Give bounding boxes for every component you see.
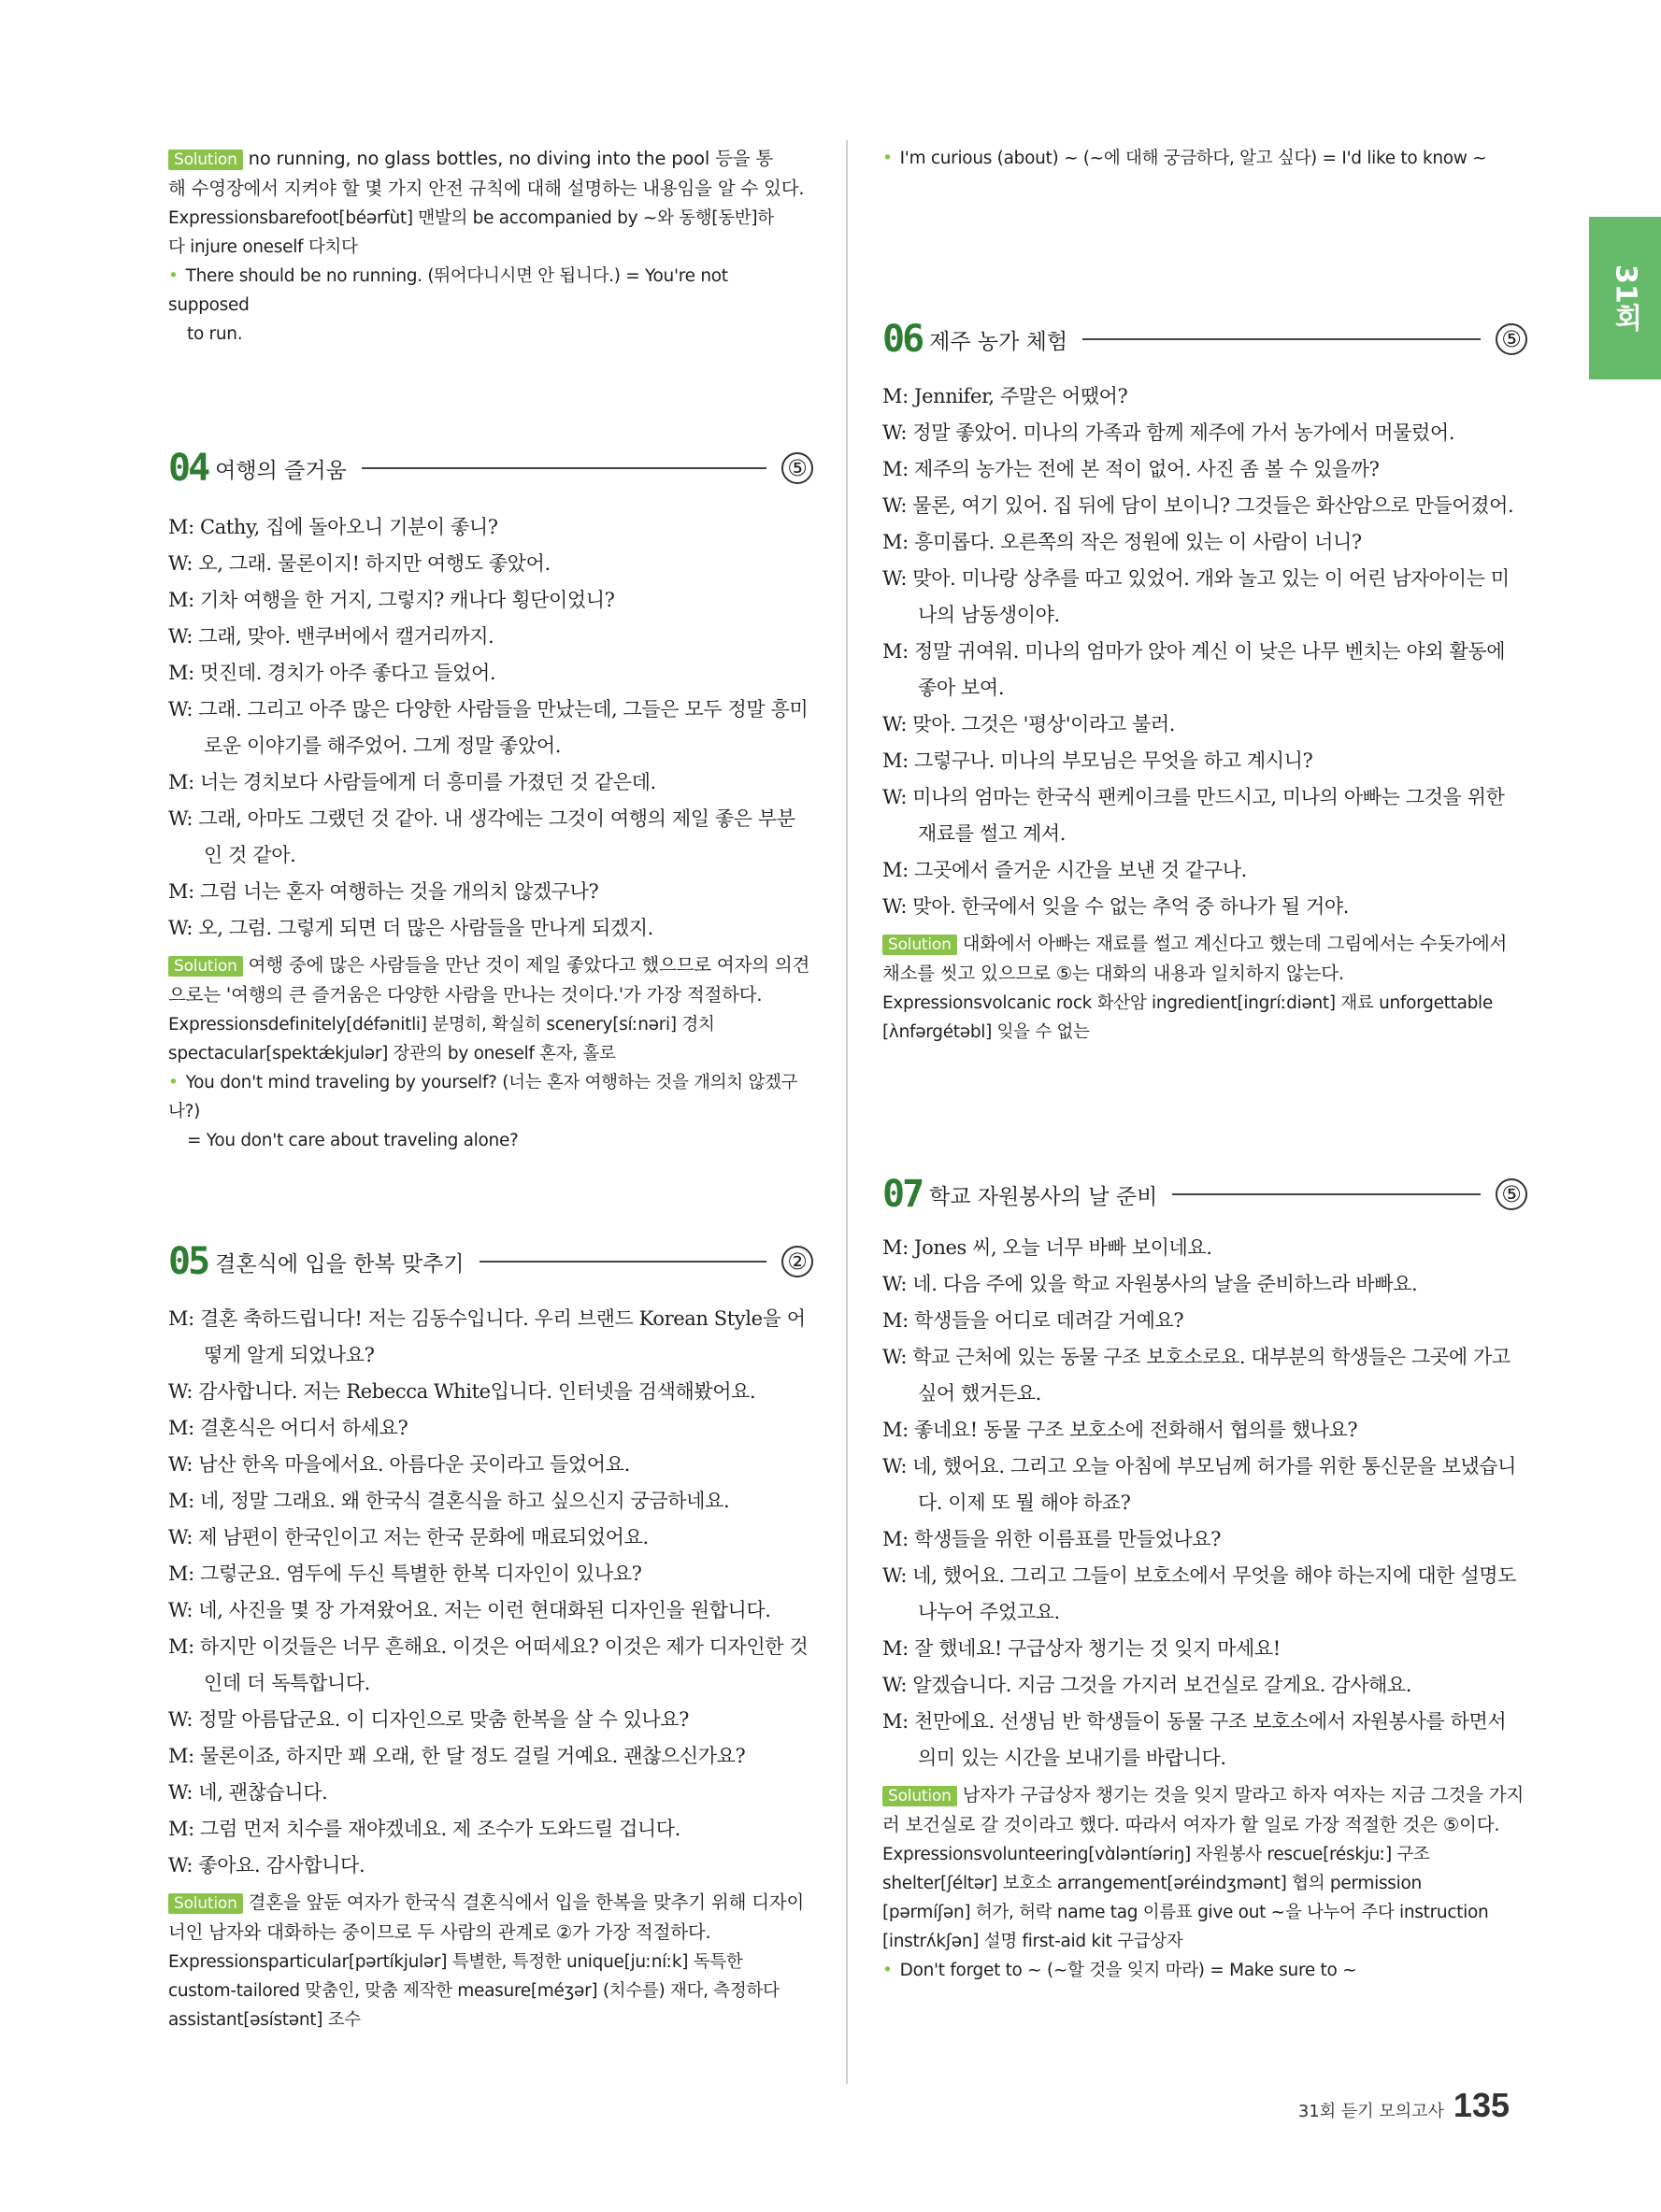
solution-line [168, 1888, 813, 1918]
dialogue-line: W: 오, 그래. 물론이지! 하지만 여행도 좋았어. [168, 552, 551, 575]
dialogue-line: M: Cathy, 집에 돌아오니 기분이 좋니? [168, 516, 498, 538]
solution-line [882, 929, 1527, 959]
dialogue-line: M: 기차 여행을 한 거지, 그렇지? 캐나다 횡단이었니? [168, 589, 615, 611]
dialogue-line: M: 그럼 너는 혼자 여행하는 것을 개의치 않겠구나? [168, 880, 599, 903]
expressions-text-cont: [pərmíʃən] 허가, 허락 name tag 이름표 give out ~을 나누어 주다 instruction [882, 1903, 1489, 1922]
expressions-text-cont: spectacular[spektǽkjulər] 장관의 by oneself 혼자, 홀로 [168, 1044, 616, 1063]
section-07 [882, 1168, 1527, 1985]
solution-text-cont: 으로는 '여행의 큰 즐거움은 다양한 사람을 만나는 것이다.'가 가장 적절하다. [168, 984, 763, 1006]
expressions-line [168, 204, 813, 233]
section-number: 06 [882, 318, 923, 361]
solution-text-cont: 해 수영장에서 지켜야 할 몇 가지 안전 규칙에 대해 설명하는 내용임을 알 수 있다. [168, 178, 805, 199]
dialogue-line: W: 그래. 그리고 아주 많은 다양한 사람들을 만났는데, 그들은 모두 정말 흥미 [168, 698, 809, 721]
solution-label: Solution [168, 956, 243, 977]
solution-label: Solution [882, 935, 957, 955]
expressions-label: Expressions [882, 1845, 982, 1864]
left-column [168, 140, 813, 2034]
section-title: 결혼식에 입을 한복 맞추기 [215, 1251, 465, 1277]
tip-bullet: • You don't mind traveling by yourself? (너는 혼자 여행하는 것을 개의치 않겠구나?) [168, 1068, 813, 1126]
header-rule [362, 467, 766, 469]
tip-bullet: • Don't forget to ~ (~할 것을 잊지 마라) = Make sure to ~ [882, 1956, 1527, 1985]
dialogue-line-cont: 나누어 주었고요. [918, 1601, 1060, 1623]
solution-label: Solution [168, 150, 243, 170]
dialogue-line-cont: 로운 이야기를 해주었어. 그게 정말 좋았어. [204, 735, 561, 757]
dialogue-line: M: 학생들을 어디로 데려갈 거예요? [882, 1309, 1184, 1332]
dialogue [168, 1301, 813, 1884]
dialogue-line: M: 그렇구나. 미나의 부모님은 무엇을 하고 계시니? [882, 749, 1313, 772]
section-number: 07 [882, 1173, 923, 1216]
solution-text-cont: 채소를 씻고 있으므로 ⑤는 대화의 내용과 일치하지 않는다. [882, 963, 1344, 984]
dialogue-line: M: 결혼 축하드립니다! 저는 김동수입니다. 우리 브랜드 Korean Style을 어 [168, 1307, 806, 1330]
dialogue-line-cont: 다. 이제 또 뭘 해야 하죠? [918, 1491, 1131, 1514]
dialogue-line: M: 그럼 먼저 치수를 재야겠네요. 제 조수가 도와드릴 겁니다. [168, 1818, 680, 1840]
dialogue-line: M: 제주의 농가는 전에 본 적이 없어. 사진 좀 볼 수 있을까? [882, 458, 1380, 480]
tip-bullet: • There should be no running. (뛰어다니시면 안 됩니다.) = You're not supposed [168, 262, 813, 320]
header-rule [1172, 1193, 1481, 1195]
answer-circle: ⑤ [1496, 1178, 1527, 1210]
dialogue-line: W: 미나의 엄마는 한국식 팬케이크를 만드시고, 미나의 아빠는 그것을 위한 [882, 786, 1505, 808]
dialogue-line: W: 정말 좋았어. 미나의 가족과 함께 제주에 가서 농가에서 머물렀어. [882, 421, 1455, 444]
dialogue-line: M: Jennifer, 주말은 어땠어? [882, 385, 1128, 407]
footer-label: 31회 듣기 모의고사 [1297, 2102, 1444, 2121]
header-rule [1082, 338, 1481, 340]
section-header [168, 1235, 813, 1288]
solution-text: 남자가 구급상자 챙기는 것을 잊지 말라고 하자 여자는 지금 그것을 가지 [962, 1784, 1525, 1805]
header-rule [480, 1261, 766, 1263]
expressions-text: definitely[défənitli] 분명히, 확실히 scenery[síːnəri] 경치 [267, 1015, 715, 1035]
dialogue-line: M: 멋진데. 경치가 아주 좋다고 들었어. [168, 662, 496, 684]
answer-circle: ⑤ [1496, 323, 1527, 355]
dialogue-line-cont: 재료를 썰고 계셔. [918, 822, 1067, 845]
dialogue-line: W: 물론, 여기 있어. 집 뒤에 담이 보이니? 그것들은 화산암으로 만들어졌어. [882, 494, 1514, 517]
dialogue-line: M: Jones 씨, 오늘 너무 바빠 보이네요. [882, 1236, 1212, 1259]
dialogue-line: M: 물론이죠, 하지만 꽤 오래, 한 달 정도 걸릴 거예요. 괜찮으신가요? [168, 1745, 746, 1767]
expressions-text: volunteering[vɑ̀ləntíəriŋ] 자원봉사 rescue[réskjuː] 구조 [981, 1845, 1430, 1864]
expressions-text-cont: shelter[ʃéltər] 보호소 arrangement[əréindʒmənt] 협의 permission [882, 1874, 1422, 1893]
expressions-line [882, 1840, 1527, 1869]
section-04 [168, 442, 813, 1155]
dialogue-line: M: 네, 정말 그래요. 왜 한국식 결혼식을 하고 싶으신지 궁금하네요. [168, 1490, 730, 1512]
solution-text-cont: 너인 남자와 대화하는 중이므로 두 사람의 관계로 ②가 가장 적절하다. [168, 1921, 711, 1943]
dialogue-line: M: 흥미롭다. 오른쪽의 작은 정원에 있는 이 사람이 너니? [882, 531, 1362, 553]
dialogue-line: W: 오, 그럼. 그렇게 되면 더 많은 사람들을 만나게 되겠지. [168, 917, 653, 939]
dialogue-line: M: 결혼식은 어디서 하세요? [168, 1417, 408, 1439]
expressions-text-cont: 다 injure oneself 다치다 [168, 237, 358, 257]
tip-bullet-cont: to run. [187, 324, 243, 344]
solution-text: no running, no glass bottles, no diving into the pool 등을 통 [248, 148, 774, 169]
dialogue-line: M: 좋네요! 동물 구조 보호소에 전화해서 협의를 했나요? [882, 1419, 1358, 1441]
dialogue-line: M: 정말 귀여워. 미나의 엄마가 앉아 계신 이 낮은 나무 벤치는 야외 활동에 [882, 640, 1506, 663]
expressions-label: Expressions [168, 208, 268, 228]
tip-bullet: • I'm curious (about) ~ (~에 대해 궁금하다, 알고 싶다) = I'd like to know ~ [882, 144, 1527, 173]
dialogue-line: M: 그곳에서 즐거운 시간을 보낸 것 같구나. [882, 859, 1247, 881]
expressions-text-cont: [instrʌ́kʃən] 설명 first-aid kit 구급상자 [882, 1932, 1183, 1951]
dialogue-line: W: 알겠습니다. 지금 그것을 가지러 보건실로 갈게요. 감사해요. [882, 1674, 1412, 1696]
expressions-label: Expressions [882, 993, 982, 1013]
section-05 [168, 1235, 813, 2034]
dialogue-line-cont: 나의 남동생이야. [918, 604, 1060, 626]
solution-line [168, 144, 813, 174]
solution-line [882, 1780, 1527, 1810]
dialogue-line-cont: 인데 더 독특합니다. [204, 1672, 370, 1694]
right-column [882, 140, 1527, 1985]
dialogue-line: W: 네, 했어요. 그리고 그들이 보호소에서 무엇을 해야 하는지에 대한 설명도 [882, 1564, 1517, 1587]
section-header [882, 313, 1527, 365]
expressions-text-cont: [ʌ̀nfərgétəbl] 잊을 수 없는 [882, 1022, 1090, 1042]
dialogue-line: W: 제 남편이 한국인이고 저는 한국 문화에 매료되었어요. [168, 1526, 649, 1548]
page-number: 135 [1453, 2086, 1510, 2124]
answer-circle: ② [781, 1246, 813, 1277]
dialogue-line-cont: 좋아 보여. [918, 677, 1005, 699]
answer-circle: ⑤ [781, 452, 813, 484]
dialogue [882, 1230, 1527, 1777]
expressions-line [168, 1010, 813, 1039]
expressions-label: Expressions [168, 1015, 268, 1035]
dialogue-line: W: 그래, 맞아. 밴쿠버에서 캘거리까지. [168, 625, 494, 648]
section-03-tail [168, 144, 813, 349]
dialogue-line: W: 맞아. 그것은 '평상'이라고 불러. [882, 713, 1176, 735]
dialogue-line-cont: 떻게 알게 되었나요? [204, 1344, 375, 1366]
dialogue-line-cont: 싶어 했거든요. [918, 1382, 1041, 1405]
section-06 [882, 313, 1527, 1047]
dialogue-line: M: 하지만 이것들은 너무 흔해요. 이것은 어떠세요? 이것은 제가 디자인한 것 [168, 1635, 809, 1658]
section-title: 학교 자원봉사의 날 준비 [929, 1184, 1158, 1209]
dialogue-line: W: 그래, 아마도 그랬던 것 같아. 내 생각에는 그것이 여행의 제일 좋은 부분 [168, 807, 795, 830]
expressions-line [168, 1948, 813, 1977]
solution-label: Solution [168, 1893, 243, 1914]
dialogue-line: M: 천만에요. 선생님 반 학생들이 동물 구조 보호소에서 자원봉사를 하면서 [882, 1710, 1507, 1733]
solution-text: 결혼을 앞둔 여자가 한국식 결혼식에서 입을 한복을 맞추기 위해 디자이 [248, 1891, 805, 1913]
dialogue-line: W: 맞아. 미나랑 상추를 따고 있었어. 개와 놀고 있는 이 어린 남자아이는 미 [882, 567, 1510, 590]
chapter-tab: 31회 [1589, 217, 1661, 379]
section-number: 04 [168, 447, 208, 490]
solution-text: 대화에서 아빠는 재료를 썰고 계신다고 했는데 그림에서는 수돗가에서 [962, 933, 1508, 954]
dialogue-line: W: 좋아요. 감사합니다. [168, 1854, 365, 1877]
section-title: 여행의 즐거움 [215, 458, 347, 483]
expressions-text: particular[pərtíkjulər] 특별한, 특정한 unique[juːníːk] 독특한 [267, 1952, 743, 1972]
section-title: 제주 농가 체험 [929, 329, 1068, 354]
dialogue-line: W: 학교 근처에 있는 동물 구조 보호소로요. 대부분의 학생들은 그곳에 가고 [882, 1346, 1511, 1368]
dialogue [882, 378, 1527, 925]
tip-bullet-cont: = You don't care about traveling alone? [187, 1131, 519, 1150]
dialogue-line: M: 그렇군요. 염두에 두신 특별한 한복 디자인이 있나요? [168, 1563, 642, 1585]
dialogue-line: W: 감사합니다. 저는 Rebecca White입니다. 인터넷을 검색해봤어요. [168, 1380, 756, 1403]
section-header [882, 1168, 1527, 1220]
dialogue-line: W: 네, 사진을 몇 장 가져왔어요. 저는 이런 현대화된 디자인을 원합니다. [168, 1599, 771, 1621]
dialogue-line: W: 네. 다음 주에 있을 학교 자원봉사의 날을 준비하느라 바빠요. [882, 1273, 1418, 1295]
dialogue-line: M: 학생들을 위한 이름표를 만들었나요? [882, 1528, 1222, 1550]
dialogue-line: W: 맞아. 한국에서 잊을 수 없는 추억 중 하나가 될 거야. [882, 895, 1350, 918]
dialogue-line: W: 정말 아름답군요. 이 디자인으로 맞춤 한복을 살 수 있나요? [168, 1708, 690, 1731]
section-header [168, 442, 813, 494]
solution-text-cont: 러 보건실로 갈 것이라고 했다. 따라서 여자가 할 일로 가장 적절한 것은 ⑤이다. [882, 1814, 1500, 1835]
solution-label: Solution [882, 1786, 957, 1806]
expressions-text: barefoot[béərfùt] 맨발의 be accompanied by ~와 동행[동반]하 [267, 208, 774, 228]
dialogue-line: M: 너는 경치보다 사람들에게 더 흥미를 가졌던 것 같은데. [168, 771, 656, 793]
column-divider [846, 140, 848, 2084]
page-footer [1298, 2086, 1510, 2125]
dialogue-line: W: 남산 한옥 마을에서요. 아름다운 곳이라고 들었어요. [168, 1453, 630, 1476]
dialogue-line-cont: 의미 있는 시간을 보내기를 바랍니다. [918, 1747, 1226, 1769]
expressions-label: Expressions [168, 1952, 268, 1972]
expressions-text-cont: custom-tailored 맞춤인, 맞춤 제작한 measure[méʒər] (치수를) 재다, 측정하다 [168, 1981, 780, 2001]
solution-text: 여행 중에 많은 사람들을 만난 것이 제일 좋았다고 했으므로 여자의 의견 [248, 954, 810, 976]
dialogue-line-cont: 인 것 같아. [204, 844, 296, 866]
dialogue-line: W: 네, 했어요. 그리고 오늘 아침에 부모님께 허가를 위한 통신문을 보냈습니 [882, 1455, 1517, 1477]
dialogue-line: M: 잘 했네요! 구급상자 챙기는 것 잊지 마세요! [882, 1637, 1281, 1660]
expressions-line [882, 989, 1527, 1018]
section-number: 05 [168, 1240, 208, 1283]
solution-line [168, 950, 813, 980]
expressions-text: volcanic rock 화산암 ingredient[ingríːdiənt] 재료 unforgettable [981, 993, 1493, 1013]
expressions-text-cont: assistant[əsístənt] 조수 [168, 2010, 361, 2030]
dialogue [168, 509, 813, 947]
dialogue-line: W: 네, 괜찮습니다. [168, 1781, 328, 1804]
